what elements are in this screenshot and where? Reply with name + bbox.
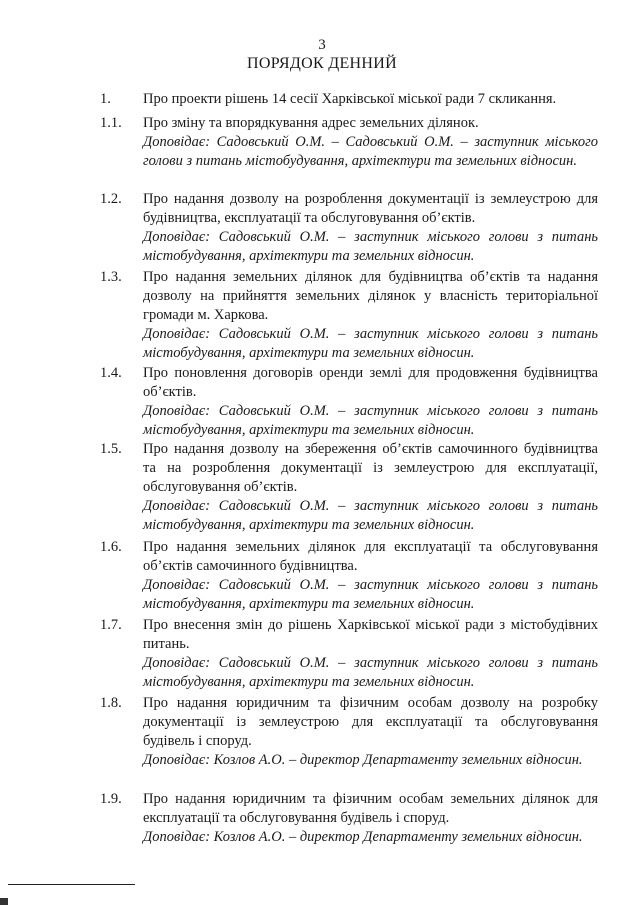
item-text: Про зміну та впорядкування адрес земельних ділянок.	[143, 115, 479, 131]
item-number: 1.5.	[100, 441, 122, 457]
item-body	[143, 114, 598, 171]
item-text: Про надання дозволу на збереження об’єктів самочинного будівництва та на розроблення документації із землеустрою для експлуатації, обслуговування об’єктів.	[143, 441, 598, 495]
item-body	[143, 268, 598, 363]
item-text: Про поновлення договорів оренди землі для продовження будівництва об’єктів.	[143, 365, 598, 400]
footer-rule	[8, 884, 135, 885]
item-body	[143, 538, 598, 614]
item-number: 1.8.	[100, 695, 122, 711]
page-number: 3	[318, 37, 326, 53]
item-number: 1.9.	[100, 791, 122, 807]
item-number: 1.1.	[100, 115, 122, 131]
item-body	[143, 440, 598, 535]
item-number: 1.6.	[100, 539, 122, 555]
item-body	[143, 364, 598, 440]
item-reporter: Доповідає: Садовський О.М. – заступник міського голови з питань містобудування, архітектури та земельних відносин.	[143, 577, 598, 612]
item-number: 1.	[100, 91, 111, 107]
item-number: 1.2.	[100, 191, 122, 207]
item-reporter: Доповідає: Садовський О.М. – заступник міського голови з питань містобудування, архітектури та земельних відносин.	[143, 326, 598, 361]
item-text: Про проекти рішень 14 сесії Харківської міської ради 7 скликання.	[143, 91, 557, 107]
page-title: ПОРЯДОК ДЕННИЙ	[247, 55, 397, 72]
item-text: Про надання юридичним та фізичним особам земельних ділянок для експлуатації та обслуговування будівель і споруд.	[143, 791, 598, 826]
item-body	[143, 694, 598, 770]
item-reporter: Доповідає: Садовський О.М. – заступник міського голови з питань містобудування, архітектури та земельних відносин.	[143, 655, 598, 690]
item-text: Про надання земельних ділянок для будівництва об’єктів та надання дозволу на прийняття земельних ділянок у власність територіальної громади м. Харкова.	[143, 269, 598, 323]
item-reporter: Доповідає: Козлов А.О. – директор Департаменту земельних відносин.	[143, 829, 583, 845]
item-text: Про надання юридичним та фізичним особам дозволу на розробку документації із землеустрою для експлуатації та обслуговування будівель і споруд.	[143, 695, 598, 749]
item-body	[143, 790, 598, 847]
item-text: Про внесення змін до рішень Харківської міської ради з містобудівних питань.	[143, 617, 598, 652]
item-reporter: Доповідає: Садовський О.М. – Садовський О.М. – заступник міського голови з питань містобудування, архітектури та земельних відносин.	[143, 134, 598, 169]
item-number: 1.4.	[100, 365, 122, 381]
item-body	[143, 616, 598, 692]
item-reporter: Доповідає: Садовський О.М. – заступник міського голови з питань містобудування, архітектури та земельних відносин.	[143, 403, 598, 438]
item-number: 1.3.	[100, 269, 122, 285]
item-reporter: Доповідає: Садовський О.М. – заступник міського голови з питань містобудування, архітектури та земельних відносин.	[143, 498, 598, 533]
item-text: Про надання земельних ділянок для експлуатації та обслуговування об’єктів самочинного будівництва.	[143, 539, 598, 574]
scan-edge-mark	[0, 898, 8, 905]
item-body	[143, 90, 598, 109]
item-number: 1.7.	[100, 617, 122, 633]
item-reporter: Доповідає: Садовський О.М. – заступник міського голови з питань містобудування, архітектури та земельних відносин.	[143, 229, 598, 264]
item-body	[143, 190, 598, 266]
item-text: Про надання дозволу на розроблення документації із землеустрою для будівництва, експлуатації та обслуговування об’єктів.	[143, 191, 598, 226]
item-reporter: Доповідає: Козлов А.О. – директор Департаменту земельних відносин.	[143, 752, 583, 768]
